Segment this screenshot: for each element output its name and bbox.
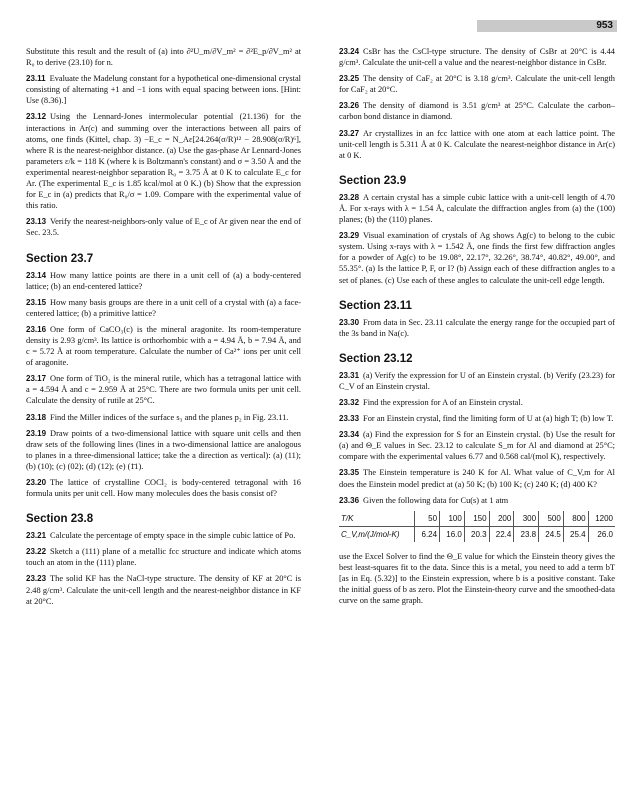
section-heading: Section 23.11 xyxy=(339,299,412,312)
table-row-label: C_V,m/(J/mol-K) xyxy=(339,526,415,542)
problem-text xyxy=(339,100,615,122)
problem-text xyxy=(339,192,615,225)
table-cell: 26.0 xyxy=(597,529,613,539)
problem-text xyxy=(339,495,615,506)
data-table xyxy=(339,511,615,542)
table-row xyxy=(339,526,615,542)
problem-number: 23.27 xyxy=(339,128,360,138)
problem-body: (a) Find the expression for S for an Einstein crystal. (b) Use the result for (a) and Θ_E values in Sec. 23.12 to calculate S_m for Al and diamond at 25°C; compare with the experimental values 6.77 and 0.568 cal/(mol K), respectively. xyxy=(339,430,615,462)
problem-text xyxy=(339,230,615,285)
table-cell: 22.4 xyxy=(489,526,514,542)
problem-number: 23.28 xyxy=(339,192,360,202)
problem-number: 23.18 xyxy=(26,412,47,422)
problem-number: 23.31 xyxy=(339,370,360,380)
table-cell: 6.24 xyxy=(415,526,440,542)
problem-text xyxy=(26,111,301,211)
table-cell: 23.8 xyxy=(514,526,539,542)
problem-body: Substitute this result and the result of (a) into ∂²U_m/∂V_m² = ∂²E_p/∂V_m² at R₀ to derive (23.10) for n. xyxy=(26,47,301,68)
section-heading: Section 23.7 xyxy=(26,252,94,265)
problem-text xyxy=(26,573,301,606)
problem-number: 23.20 xyxy=(26,478,47,487)
table-cell: 100 xyxy=(440,511,465,527)
table-row xyxy=(339,511,615,527)
problem-number: 23.36 xyxy=(339,495,360,505)
problem-text xyxy=(26,216,301,238)
problem-body: CsBr has the CsCl-type structure. The density of CsBr at 20°C is 4.44 g/cm³. Calculate the unit-cell a value and the nearest-neighbor distance in CsBr. xyxy=(339,47,615,68)
page-number: 953 xyxy=(596,20,613,31)
problem-text xyxy=(26,546,301,568)
problem-body: The solid KF has the NaCl-type structure. The density of KF at 20°C is 2.48 g/cm³. Calculate the unit-cell length and the nearest-neighbor distance in KF at 20°C. xyxy=(26,574,301,606)
problem-number: 23.15 xyxy=(26,297,47,307)
problem-body: Find the expression for A of an Einstein crystal. xyxy=(363,397,523,407)
problem-body: use the Excel Solver to find the Θ_E value for which the Einstein theory gives the best least-squares fit to the data. Since this is a metal, you need to add a term bT [as in Eq. (5.32)] to the Einstein expression, where b is a positive constant. Take the initial guess of b as zero. Plot the Einstein-theory curve and the smoothed-data curve on the same graph. xyxy=(339,551,615,606)
problem-text xyxy=(26,428,301,472)
table-cell: 300 xyxy=(514,511,539,527)
problem-body: How many basis groups are there in a unit cell of a crystal with (a) a face-centered lattice; (b) a primitive lattice? xyxy=(26,297,301,318)
problem-body: Calculate the percentage of empty space in the simple cubic lattice of Po. xyxy=(50,531,296,541)
section-heading: Section 23.12 xyxy=(339,352,413,365)
problem-text xyxy=(26,46,301,68)
problem-text xyxy=(26,324,301,368)
problem-body: The Einstein temperature is 240 K for Al. What value of C_V,m for Al does the Einstein model predict at (a) 50 K; (b) 100 K; (c) 240 K; (d) 400 K? xyxy=(339,468,615,489)
problem-body: One form of TiO₂ is the mineral rutile, which has a tetragonal lattice with a = 4.594 Å and c = 2.959 Å at 25°C. There are two formula units per unit cell. Calculate the density of rutile at 25°C. xyxy=(26,374,301,406)
problem-text xyxy=(26,412,301,423)
table-cell: 1200 xyxy=(588,511,615,527)
table-cell: 16.0 xyxy=(440,526,465,542)
problem-text xyxy=(26,477,301,499)
problem-number: 23.17 xyxy=(26,374,47,384)
problem-text xyxy=(339,467,615,489)
problem-text xyxy=(339,413,615,424)
table-cell: 24.5 xyxy=(539,526,564,542)
problem-body: The lattice of crystalline COCl₂ is body-centered tetragonal with 16 formula units per unit cell. How many molecules does the basis consist of? xyxy=(26,478,301,499)
section-heading: Section 23.8 xyxy=(26,513,94,526)
problem-text xyxy=(339,46,615,68)
problem-text xyxy=(26,73,301,106)
problem-text xyxy=(26,297,301,319)
problem-body: A certain crystal has a simple cubic lattice with a unit-cell length of 4.70 Å. For x-rays with λ = 1.54 Å, calculate the diffraction angles from (a) the (100) planes; (b) the (110) planes. xyxy=(339,192,615,225)
problem-body: Verify the nearest-neighbors-only value of E_c of Ar given near the end of Sec. 23.5. xyxy=(26,217,301,238)
problem-number: 23.33 xyxy=(339,414,360,424)
table-cell: 50 xyxy=(415,511,440,527)
problem-number: 23.30 xyxy=(339,317,360,327)
problem-body: Visual examination of crystals of Ag shows Ag(c) to belong to the cubic system. Using x-rays with λ = 1.542 Å, one finds the first few diffraction angles for a powder of Ag(c) to be 19.08°, 22.17°, 32.26°, 38.74°, 40.82°, 49.00°, and 55.35°. (a) Is the lattice P, F, or I? (b) Assign each of these diffraction angles to a set of planes. (c) Use each of these angles to calculate the unit-cell edge length. xyxy=(339,231,615,285)
problem-body: The density of CaF₂ at 20°C is 3.18 g/cm³. Calculate the unit-cell length for CaF₂ at 20°C. xyxy=(339,74,615,95)
problem-text xyxy=(339,370,615,392)
problem-body: Using the Lennard-Jones intermolecular potential (21.136) for the interactions in Ar(c) and summing over the interactions between all pairs of atoms, one finds (Kittel, chap. 3) −E_c = N_Aε[24.264(σ/R)¹² − 28.908(σ/R)⁶], where R is the nearest-neighbor distance. (a) Use the gas-phase Ar Lennard-Jones parameters ε/k = 118 K (where k is Boltzmann's constant) and σ = 3.50 Å and the experimental nearest-neighbor separation R₀ = 3.75 Å at 0 K to calculate E_c for Ar. (The experimental E_c is 1.85 kcal/mol at 0 K.) (b) Show that the expression for E_c in (a) predicts that R₀/σ = 1.09. Compare with the experimental value of this ratio. xyxy=(26,112,301,211)
problem-body: For an Einstein crystal, find the limiting form of U at (a) high T; (b) low T. xyxy=(363,414,614,424)
table-cell: 150 xyxy=(464,511,489,527)
table-cell: 25.4 xyxy=(563,526,588,542)
problem-body: Given the following data for Cu(s) at 1 atm xyxy=(363,495,509,505)
problem-body: Ar crystallizes in an fcc lattice with one atom at each lattice point. The unit-cell length is 5.311 Å at 0 K. Calculate the nearest-neighbor distance in Ar(c) at 0 K. xyxy=(339,128,615,160)
table-cell: 800 xyxy=(563,511,588,527)
problem-text xyxy=(339,397,615,408)
problem-number: 23.35 xyxy=(339,468,360,478)
problem-body: Sketch a (111) plane of a metallic fcc structure and indicate which atoms touch an atom in the (111) plane. xyxy=(26,547,301,568)
problem-text xyxy=(339,317,615,339)
problem-text xyxy=(339,551,615,606)
problem-number: 23.13 xyxy=(26,217,47,227)
problem-number: 23.24 xyxy=(339,47,360,56)
problem-body: One form of CaCO₃(c) is the mineral aragonite. Its room-temperature density is 2.93 g/cm³. Its lattice is orthorhombic with a = 4.94 Å, b = 7.94 Å, and c = 5.72 Å at room temperature. Calculate the number of Ca²⁺ ions per unit cell of aragonite. xyxy=(26,324,301,368)
left-column xyxy=(26,46,301,612)
problem-number: 23.19 xyxy=(26,428,47,438)
problem-number: 23.34 xyxy=(339,430,360,440)
table-cell: 200 xyxy=(489,511,514,527)
problem-number: 23.16 xyxy=(26,324,47,334)
problem-body: (a) Verify the expression for U of an Einstein crystal. (b) Verify (23.23) for C_V of an Einstein crystal. xyxy=(339,370,615,391)
problem-number: 23.23 xyxy=(26,574,47,584)
problem-body: The density of diamond is 3.51 g/cm³ at 25°C. Calculate the carbon–carbon bond distance in diamond. xyxy=(339,101,615,122)
problem-text xyxy=(339,128,615,161)
right-column xyxy=(339,46,615,611)
problem-text xyxy=(26,530,301,541)
page-number-bar xyxy=(477,20,617,32)
problem-number: 23.32 xyxy=(339,397,360,407)
problem-text xyxy=(26,270,301,292)
problem-number: 23.29 xyxy=(339,231,360,241)
problem-body: Evaluate the Madelung constant for a hypothetical one-dimensional crystal consisting of alternating +1 and −1 ions with equal spacing between ions. [Hint: Use (8.36).] xyxy=(26,74,301,106)
problem-number: 23.11 xyxy=(26,74,46,84)
problem-text xyxy=(26,373,301,406)
section-heading: Section 23.9 xyxy=(339,174,407,187)
table-cell: 20.3 xyxy=(464,526,489,542)
problem-body: How many lattice points are there in a unit cell of (a) a body-centered lattice; (b) an end-centered lattice? xyxy=(26,270,301,291)
problem-number: 23.12 xyxy=(26,112,47,122)
problem-number: 23.21 xyxy=(26,531,47,541)
problem-text xyxy=(339,429,615,462)
table-row-label: T/K xyxy=(339,511,415,527)
problem-body: From data in Sec. 23.11 calculate the energy range for the occupied part of the 3s band in Na(c). xyxy=(339,317,615,338)
table-cell: 500 xyxy=(539,511,564,527)
problem-text xyxy=(339,73,615,95)
problem-number: 23.14 xyxy=(26,270,47,280)
problem-body: Find the Miller indices of the surface s₃ and the planes p₂ in Fig. 23.11. xyxy=(50,412,289,422)
problem-number: 23.26 xyxy=(339,101,360,111)
problem-body: Draw points of a two-dimensional lattice with square unit cells and then draw sets of the following lines (lines in a two-dimensional lattice are analogous to planes in a three-dimensional lattice; take the a direction as vertical): (a) (11); (b) (10); (c) (02); (d) (12); (e) (1̄1). xyxy=(26,428,301,471)
problem-number: 23.22 xyxy=(26,547,47,557)
problem-number: 23.25 xyxy=(339,74,360,84)
